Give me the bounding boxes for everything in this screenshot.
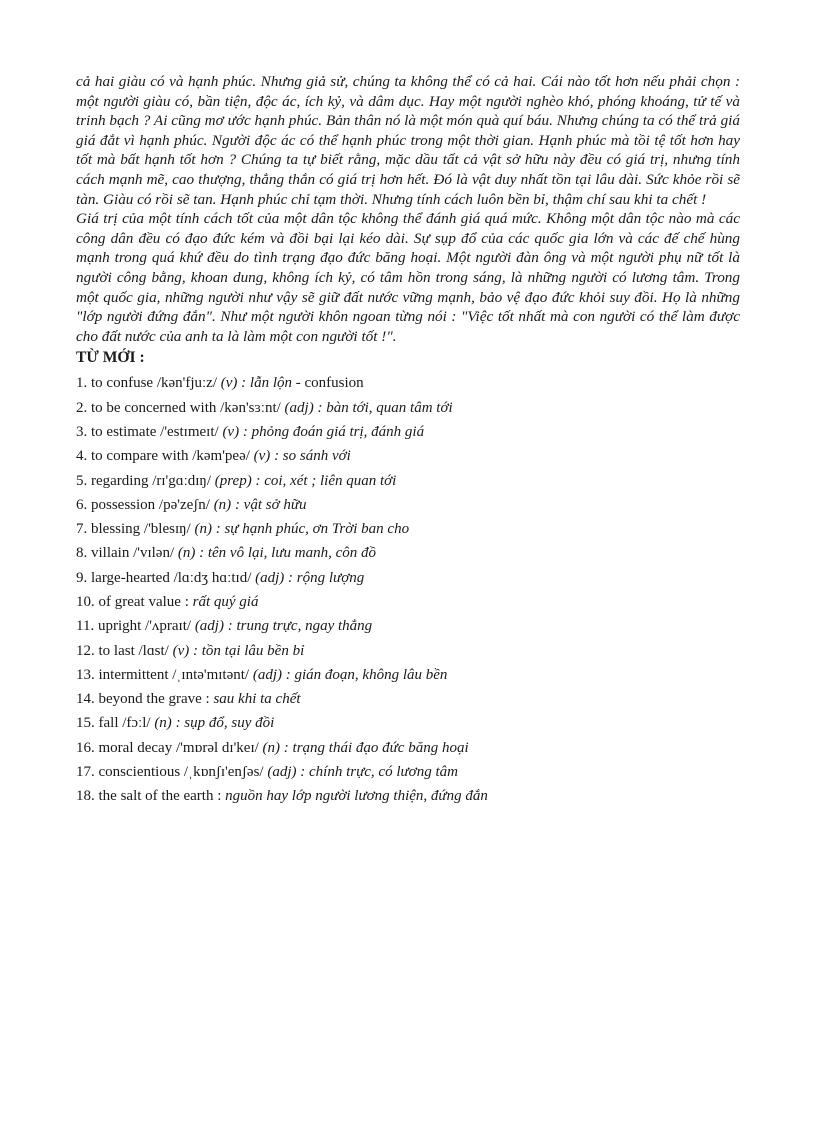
- vocab-pos: (n): [194, 521, 212, 538]
- vocab-item: [76, 736, 740, 760]
- vocab-meaning: : lẫn lộn: [241, 375, 292, 392]
- vocab-meaning: : gián đoạn, không lâu bền: [285, 666, 448, 683]
- vocab-pos: (adj): [284, 399, 314, 416]
- vocab-heading: TỪ MỚI :: [76, 349, 145, 367]
- vocab-pos: (v): [253, 448, 271, 465]
- vocab-item: [76, 469, 740, 493]
- vocab-item: [76, 687, 740, 711]
- body-paragraph-1: cả hai giàu có và hạnh phúc. Nhưng giả sử, chúng ta không thể có cả hai. Cái nào tốt hơn nếu phải chọn : một người giàu có, bần tiện, độc ác, ích kỷ, và dâm dục. Hay một người nghèo khó, phóng khoáng, tử tế và trinh bạch ? Ai cũng mơ ước hạnh phúc. Bản thân nó là một món quà quí báu. Nhưng chúng ta có thể trả giá giá đắt vì hạnh phúc. Người độc ác có thể hạnh phúc trong một thời gian. Hạnh phúc mà tồi tệ tốt hơn hay tốt mà bất hạnh tốt hơn ? Chúng ta tự biết rằng, mặc dầu tất cả vật sở hữu này đều có giá trị, nhưng tính cách mạnh mẽ, cao thượng, thẳng thắn có giá trị hơn hết. Đó là vật duy nhất tồn tại lâu dài. Sức khỏe rồi sẽ tàn. Giàu có rồi sẽ tan. Hạnh phúc chỉ tạm thời. Nhưng tính cách luôn bền bỉ, thậm chí sau khi ta chết !: [76, 73, 740, 208]
- vocab-item: [76, 420, 740, 444]
- vocab-item: [76, 639, 740, 663]
- vocab-term: 14. beyond the grave :: [76, 691, 210, 708]
- vocab-term: 6. possession /pə'zeʃn/: [76, 496, 210, 513]
- vocab-meaning: : trung trực, ngay thẳng: [227, 618, 373, 635]
- vocab-meaning: : chính trực, có lương tâm: [300, 764, 458, 781]
- vocab-item: [76, 396, 740, 420]
- vocab-item: [76, 371, 740, 395]
- vocab-term: 16. moral decay /'mɒrəl dɪ'keɪ/: [76, 739, 259, 756]
- vocab-meaning: rất quý giá: [192, 593, 259, 610]
- vocab-meaning: : sự hạnh phúc, ơn Trời ban cho: [215, 521, 410, 538]
- vocab-term: 17. conscientious /ˌkɒnʃɪ'enʃəs/: [76, 764, 264, 781]
- vocab-term: 9. large-hearted /lɑːdʒ hɑːtɪd/: [76, 569, 252, 586]
- vocab-item: [76, 663, 740, 687]
- vocab-pos: (v): [222, 423, 240, 440]
- vocab-item: [76, 590, 740, 614]
- vocab-term: 4. to compare with /kəm'peə/: [76, 448, 250, 465]
- vocab-meaning: : tồn tại lâu bền bỉ: [193, 642, 305, 659]
- vocab-pos: (adj): [255, 569, 285, 586]
- vocab-pos: (n): [213, 496, 232, 513]
- vocab-pos: (v): [220, 375, 238, 392]
- vocab-item: [76, 444, 740, 468]
- body-paragraph-2: Giá trị của một tính cách tốt của một dân tộc không thể đánh giá quá mức. Không một dân tộc nào mà các công dân đều có đạo đức kém và đồi bại lại kéo dài. Sự sụp đổ của các quốc gia lớn và các đế chế hùng mạnh trong quá khứ đều do tình trạng đạo đức băng hoại. Một người đàn ông và một người phụ nữ tốt là người công bằng, khoan dung, không ích kỷ, có tâm hồn trong sáng, là những người có lương tâm. Trong một quốc gia, những người như vậy sẽ giữ đất nước vững mạnh, bảo vệ đạo đức khỏi suy đồi. Họ là những "lớp người đứng đắn". Như một người khôn ngoan từng nói : "Việc tốt nhất mà con người có thể làm được cho đất nước của anh ta là làm một con người tốt !".: [76, 210, 740, 345]
- vocab-item: [76, 517, 740, 541]
- vocab-pos: (n): [262, 739, 281, 756]
- vocab-item: [76, 760, 740, 784]
- vocab-term: 2. to be concerned with /kən'sɜːnt/: [76, 399, 281, 416]
- vocab-meaning: : sụp đổ, suy đồi: [175, 715, 275, 732]
- vocab-item: [76, 614, 740, 638]
- vocab-item: [76, 784, 740, 808]
- vocab-meaning: sau khi ta chết: [213, 691, 301, 708]
- vocab-pos: (adj): [194, 618, 224, 635]
- vocab-item: [76, 566, 740, 590]
- vocab-term: 12. to last /lɑst/: [76, 642, 169, 659]
- vocab-term: 13. intermittent /ˌɪntə'mɪtənt/: [76, 666, 250, 683]
- vocab-pos: (n): [154, 715, 172, 732]
- vocab-term: 18. the salt of the earth :: [76, 788, 222, 805]
- vocab-term: 3. to estimate /'estɪmeɪt/: [76, 423, 219, 440]
- vocab-list: [76, 371, 740, 808]
- vocab-meaning: nguồn hay lớp người lương thiện, đứng đắn: [225, 788, 488, 805]
- vocab-meaning: : trạng thái đạo đức băng hoại: [283, 739, 469, 756]
- vocab-meaning: : vật sở hữu: [234, 496, 307, 513]
- vocab-item: [76, 493, 740, 517]
- vocab-term: 1. to confuse /kən'fjuːz/: [76, 375, 217, 392]
- vocab-meaning: : coi, xét ; liên quan tới: [255, 472, 397, 489]
- vocab-term: 8. villain /'vɪlən/: [76, 545, 175, 562]
- vocab-term: 5. regarding /rɪ'gɑːdɪŋ/: [76, 472, 212, 489]
- vocab-meaning: : so sánh với: [274, 448, 351, 465]
- vocab-term: 15. fall /fɔːl/: [76, 715, 151, 732]
- vocab-pos: (prep): [214, 472, 252, 489]
- vocab-meaning: : bàn tới, quan tâm tới: [317, 399, 453, 416]
- vocab-pos: (adj): [252, 666, 283, 683]
- vocab-item: [76, 541, 740, 565]
- vocab-term: 10. of great value :: [76, 593, 189, 610]
- vocab-term: 11. upright /'ʌpraɪt/: [76, 618, 192, 635]
- vocab-pos: (n): [177, 545, 196, 562]
- vocab-meaning: : rộng lượng: [288, 569, 365, 586]
- vocab-meaning: : phỏng đoán giá trị, đánh giá: [242, 423, 425, 440]
- vocab-term: 7. blessing /'blesɪŋ/: [76, 521, 191, 538]
- vocab-pos: (adj): [267, 764, 297, 781]
- vocab-extra: - confusion: [292, 375, 364, 392]
- vocab-item: [76, 711, 740, 735]
- vocab-meaning: : tên vô lại, lưu manh, côn đồ: [199, 545, 377, 562]
- vocab-pos: (v): [172, 642, 190, 659]
